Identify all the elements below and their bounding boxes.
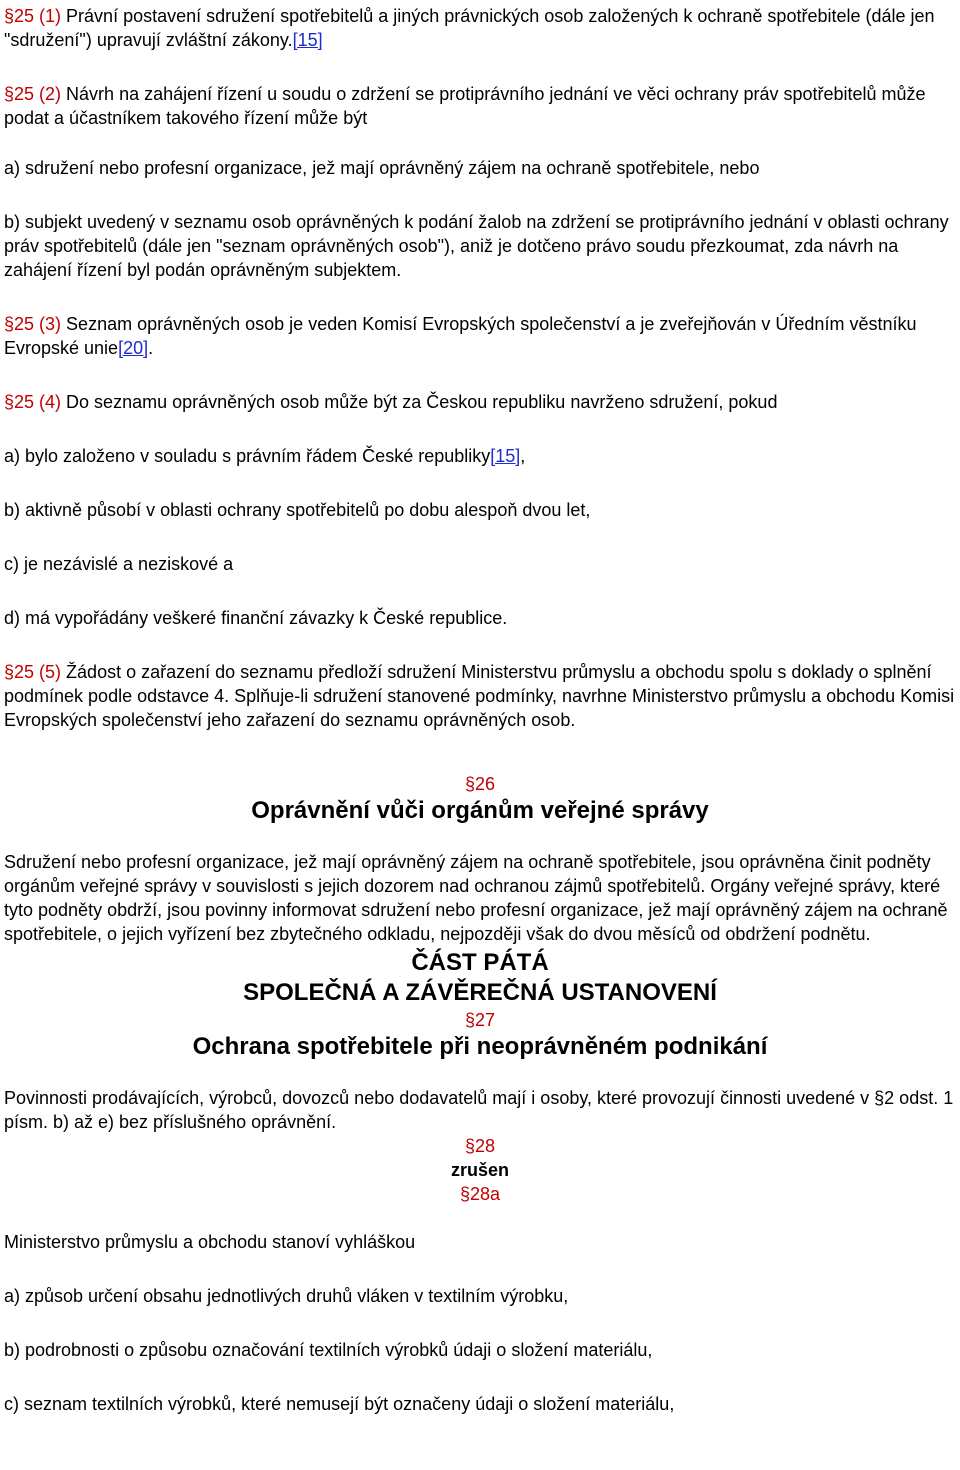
paragraph-28a: Ministerstvo průmyslu a obchodu stanoví vyhláškou xyxy=(4,1232,416,1252)
paragraph-25-3: §25 (3) Seznam oprávněných osob je veden Komisí Evropských společenství a je zveřejňován v Úředním věstníku Evropské unie[20]. xyxy=(4,314,917,358)
section-27-title: Ochrana spotřebitele při neoprávněném podnikání xyxy=(192,1033,768,1060)
paragraph-27: Povinnosti prodávajících, výrobců, dovozců nebo dodavatelů mají i osoby, které provozují činnosti uvedené v §2 odst. 1 písm. b) až e) bez příslušného oprávnění. xyxy=(4,1088,954,1132)
paragraph-25-4-d: d) má vypořádány veškeré finanční závazky k České republice. xyxy=(4,608,508,628)
section-28-number xyxy=(4,1134,956,1158)
paragraph-25-1: §25 (1) Právní postavení sdružení spotřebitelů a jiných právnických osob založených k ochraně spotřebitele (dále jen "sdružení") upravují zvláštní zákony.[15] xyxy=(4,6,935,50)
section-link-25-2[interactable]: §25 (2) xyxy=(4,84,62,104)
footnote-link-15-b[interactable]: [15] xyxy=(490,446,521,466)
section-link-26[interactable]: §26 xyxy=(464,774,496,794)
paragraph-28a-b: b) podrobnosti o způsobu označování textilních výrobků údaji o složení materiálu, xyxy=(4,1340,653,1360)
section-28-status: zrušen xyxy=(450,1160,510,1180)
part-title: ČÁST PÁTÁ xyxy=(411,949,549,976)
paragraph-25-2-a: a) sdružení nebo profesní organizace, jež mají oprávněný zájem na ochraně spotřebitele, nebo xyxy=(4,158,760,178)
section-link-28[interactable]: §28 xyxy=(464,1136,496,1156)
section-link-27[interactable]: §27 xyxy=(464,1010,496,1030)
section-link-25-3[interactable]: §25 (3) xyxy=(4,314,62,334)
section-27-number xyxy=(4,1008,956,1032)
section-link-25-4[interactable]: §25 (4) xyxy=(4,392,62,412)
section-link-28a[interactable]: §28a xyxy=(459,1184,501,1204)
paragraph-25-4: §25 (4) Do seznamu oprávněných osob může být za Českou republiku navrženo sdružení, pokud xyxy=(4,392,778,412)
section-26-number xyxy=(4,772,956,796)
paragraph-25-4-c: c) je nezávislé a neziskové a xyxy=(4,554,234,574)
section-26-title: Oprávnění vůči orgánům veřejné správy xyxy=(251,797,709,824)
footnote-link-20[interactable]: [20] xyxy=(118,338,149,358)
paragraph-25-2-b: b) subjekt uvedený v seznamu osob oprávněných k podání žalob na zdržení se protiprávního jednání v oblasti ochrany práv spotřebitelů (dále jen "seznam oprávněných osob"), aniž je dotčeno právo soudu přezkoumat, zda návrh na zahájení řízení byl podán oprávněným subjektem. xyxy=(4,212,949,280)
section-link-25-1[interactable]: §25 (1) xyxy=(4,6,62,26)
footnote-link-15[interactable]: [15] xyxy=(292,30,323,50)
section-link-25-5[interactable]: §25 (5) xyxy=(4,662,62,682)
paragraph-25-4-a: a) bylo založeno v souladu s právním řádem České republiky[15], xyxy=(4,446,526,466)
paragraph-25-4-b: b) aktivně působí v oblasti ochrany spotřebitelů po dobu alespoň dvou let, xyxy=(4,500,591,520)
section-28a-number xyxy=(4,1182,956,1206)
paragraph-28a-a: a) způsob určení obsahu jednotlivých druhů vláken v textilním výrobku, xyxy=(4,1286,569,1306)
part-subtitle: SPOLEČNÁ A ZÁVĚREČNÁ USTANOVENÍ xyxy=(243,979,717,1006)
paragraph-25-5: §25 (5) Žádost o zařazení do seznamu předloží sdružení Ministerstvu průmyslu a obchodu spolu s doklady o splnění podmínek podle odstavce 4. Splňuje-li sdružení stanovené podmínky, navrhne Ministerstvo průmyslu a obchodu Komisi Evropských společenství jeho zařazení do seznamu oprávněných osob. xyxy=(4,662,955,730)
paragraph-28a-c: c) seznam textilních výrobků, které nemusejí být označeny údaji o složení materiálu, xyxy=(4,1394,675,1414)
paragraph-25-2: §25 (2) Návrh na zahájení řízení u soudu o zdržení se protiprávního jednání ve věci ochrany práv spotřebitelů může podat a účastníkem takového řízení může být xyxy=(4,84,926,128)
paragraph-26: Sdružení nebo profesní organizace, jež mají oprávněný zájem na ochraně spotřebitele, jsou oprávněna činit podněty orgánům veřejné správy v souvislosti s jejich dozorem nad ochranou zájmů spotřebitelů. Orgány veřejné správy, které tyto podněty obdrží, jsou povinny informovat sdružení nebo profesní organizace, jež mají oprávněný zájem na ochraně spotřebitele, o jejich vyřízení bez zbytečného odkladu, nejpozději však do dvou měsíců od obdržení podnětu. xyxy=(4,852,948,944)
